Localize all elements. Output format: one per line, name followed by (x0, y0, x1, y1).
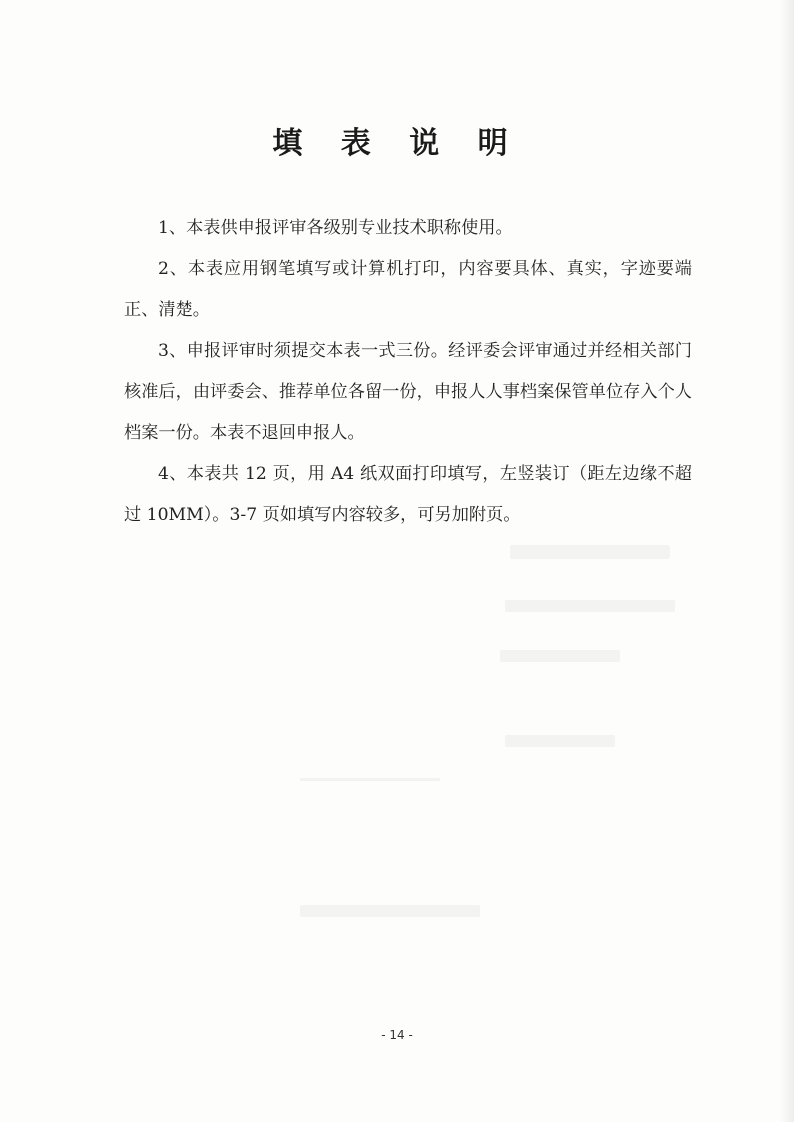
document-title: 填 表 说 明 (272, 126, 522, 161)
show-through-mark (505, 735, 615, 747)
show-through-mark (500, 650, 620, 662)
page-number: - 14 - (381, 1028, 413, 1042)
show-through-mark (510, 545, 670, 559)
show-through-mark (300, 778, 440, 781)
instructions-body (124, 208, 692, 536)
show-through-mark (300, 905, 480, 917)
instruction-paragraph-4: 4、本表共 12 页，用 A4 纸双面打印填写，左竖装订（距左边缘不超过 10MM）。3-7 页如填写内容较多，可另加附页。 (124, 464, 692, 525)
scan-edge (780, 0, 794, 1122)
instruction-paragraph-2: 2、本表应用钢笔填写或计算机打印，内容要具体、真实，字迹要端正、清楚。 (124, 259, 692, 320)
instruction-paragraph-1: 1、本表供申报评审各级别专业技术职称使用。 (158, 218, 513, 238)
instruction-paragraph-3: 3、申报评审时须提交本表一式三份。经评委会评审通过并经相关部门核准后，由评委会、推荐单位各留一份，申报人人事档案保管单位存入个人档案一份。本表不退回申报人。 (124, 341, 692, 443)
show-through-mark (505, 600, 675, 612)
